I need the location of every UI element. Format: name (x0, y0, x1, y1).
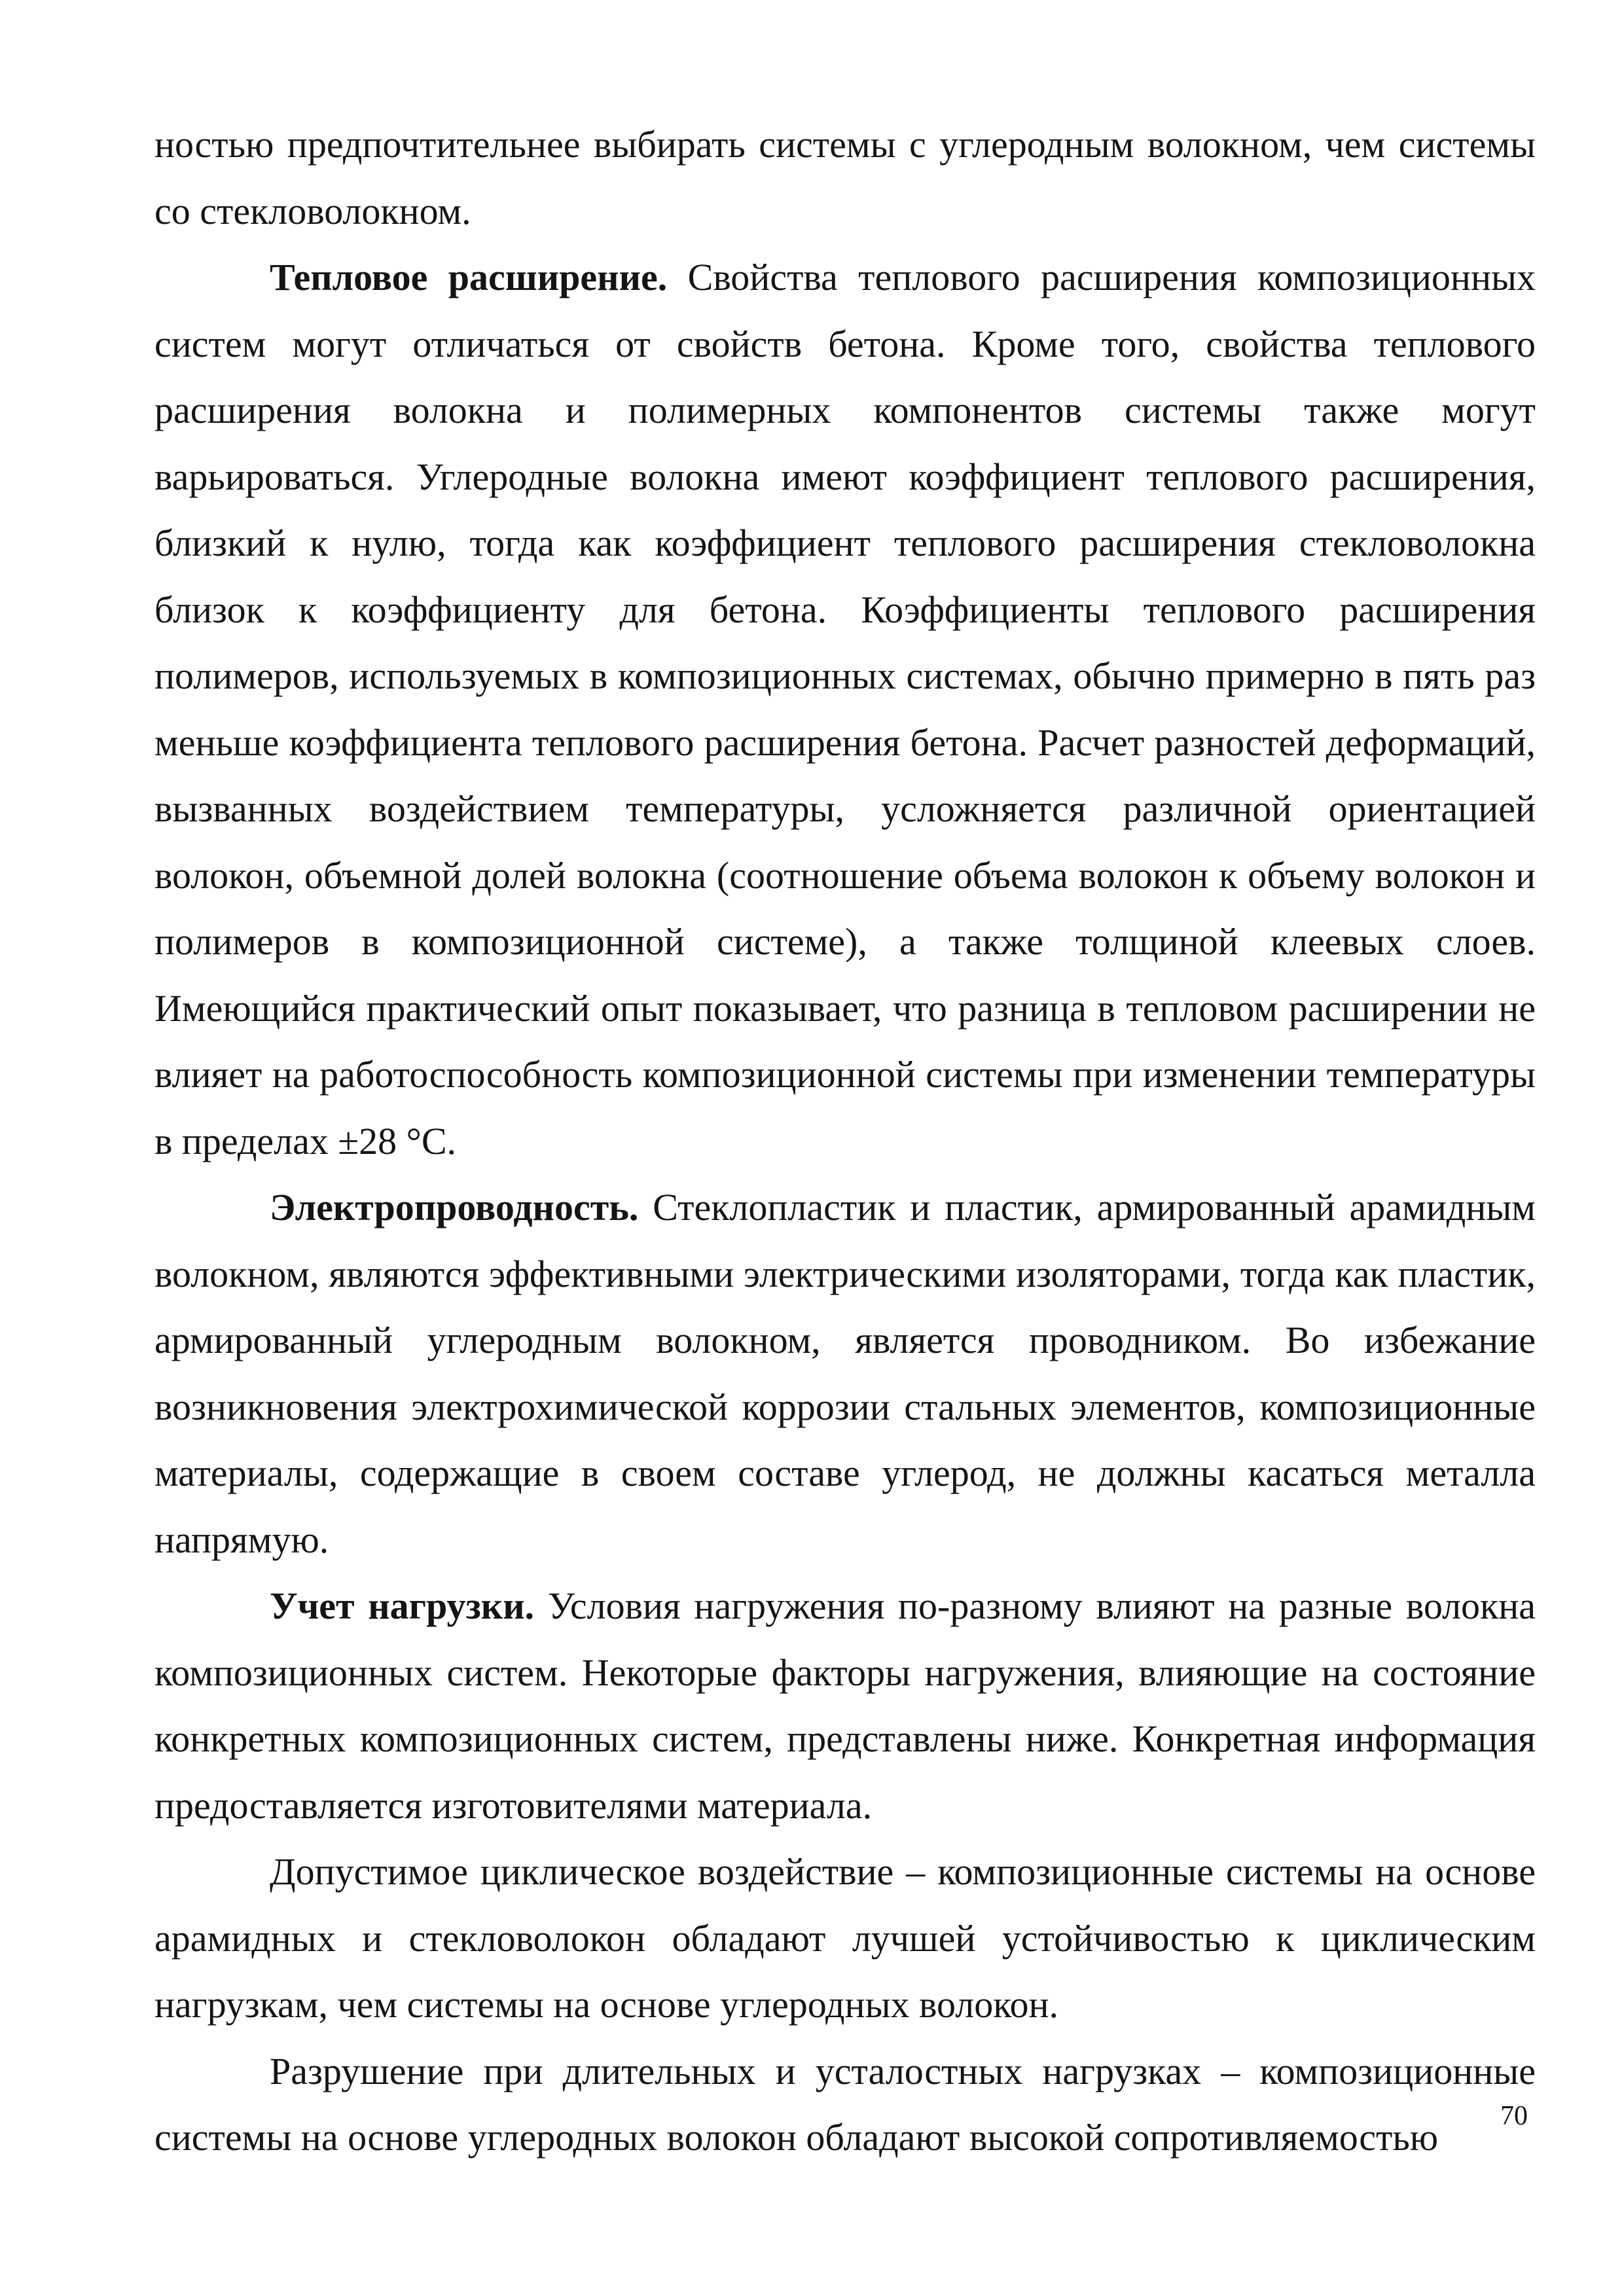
paragraph-heading: Учет нагрузки. (270, 1585, 535, 1627)
paragraph-fatigue-failure (154, 2038, 1536, 2171)
page-number: 70 (1500, 2101, 1528, 2131)
paragraph-load-consideration (154, 1573, 1536, 1839)
paragraph-text: Условия нагружения по-разному влияют на разные волокна композиционных систем. Некоторые факторы нагружения, влияющие на состояние конкретных композиционных систем, представлены ниже. Конкретная информация предоставляется изготовителями материала. (154, 1585, 1536, 1827)
paragraph-electrical-conductivity (154, 1174, 1536, 1573)
document-page-body (154, 111, 1536, 2171)
paragraph-text: ностью предпочтительнее выбирать системы с углеродным волокном, чем системы со стекловолокном. (154, 123, 1536, 232)
paragraph-heading: Электропроводность. (270, 1186, 639, 1229)
paragraph-continuation (154, 111, 1536, 244)
paragraph-text: Стеклопластик и пластик, армированный арамидным волокном, являются эффективными электрическими изоляторами, тогда как пластик, армированный углеродным волокном, является проводником. Во избежание возникновения электрохимической коррозии стальных элементов, композиционные материалы, содержащие в своем составе углерод, не должны касаться металла напрямую. (154, 1186, 1536, 1561)
paragraph-cyclic-loading (154, 1839, 1536, 2038)
paragraph-text: Разрушение при длительных и усталостных нагрузках – композиционные системы на основе углеродных волокон обладают высокой сопротивляемостью (154, 2049, 1536, 2159)
paragraph-thermal-expansion (154, 244, 1536, 1174)
paragraph-heading: Тепловое расширение. (270, 256, 668, 298)
paragraph-text: Свойства теплового расширения композиционных систем могут отличаться от свойств бетона. Кроме того, свойства теплового расширения волокна и полимерных компонентов системы также могут варьироваться. Углеродные волокна имеют коэффициент теплового расширения, близкий к нулю, тогда как коэффициент теплового расширения стекловолокна близок к коэффициенту для бетона. Коэффициенты теплового расширения полимеров, используемых в композиционных системах, обычно примерно в пять раз меньше коэффициента теплового расширения бетона. Расчет разностей деформаций, вызванных воздействием температуры, усложняется различной ориентацией волокон, объемной долей волокна (соотношение объема волокон к объему волокон и полимеров в композиционной системе), а также толщиной клеевых слоев. Имеющийся практический опыт показывает, что разница в тепловом расширении не влияет на работоспособность композиционной системы при изменении температуры в пределах ±28 °C. (154, 256, 1536, 1162)
paragraph-text: Допустимое циклическое воздействие – композиционные системы на основе арамидных и стекловолокон обладают лучшей устойчивостью к циклическим нагрузкам, чем системы на основе углеродных волокон. (154, 1850, 1536, 2026)
